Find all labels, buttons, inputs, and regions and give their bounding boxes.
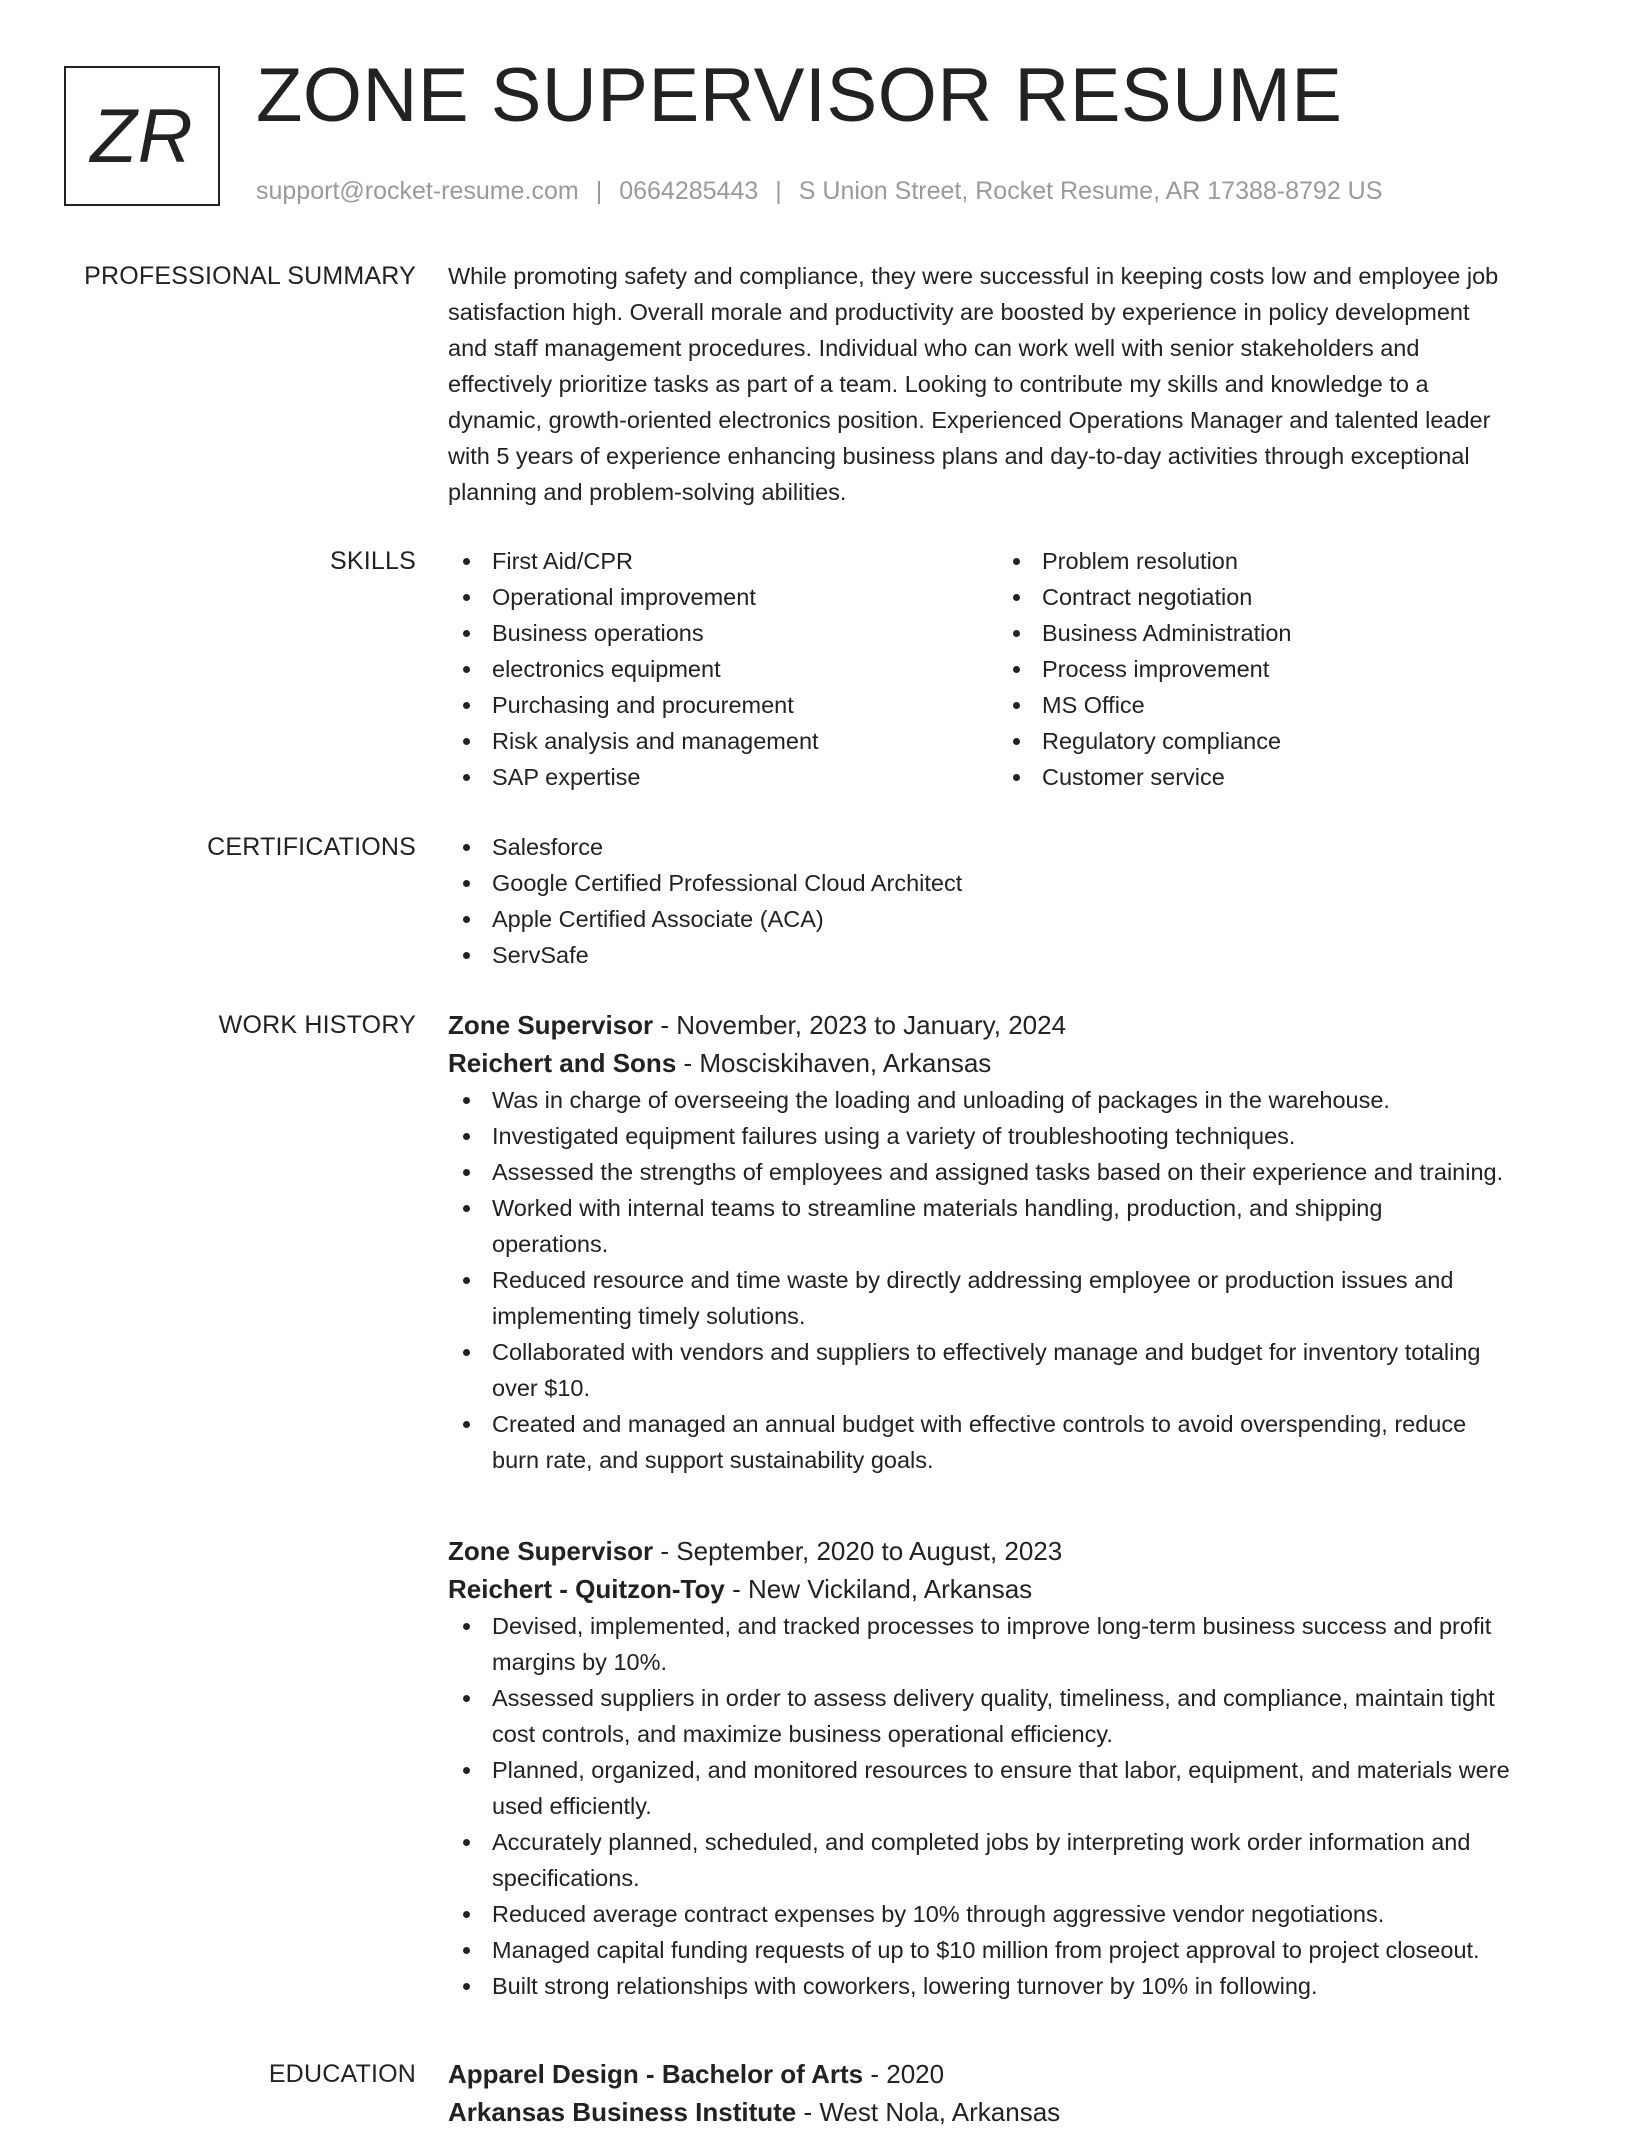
job-bullet: Devised, implemented, and tracked processes to improve long-term business success and profit margins by 10%. xyxy=(448,1608,1568,1680)
contact-phone[interactable]: 0664285443 xyxy=(619,177,759,205)
job-title-line xyxy=(448,1532,1568,1570)
section-label-certifications: CERTIFICATIONS xyxy=(207,833,416,861)
contact-line xyxy=(256,176,1382,206)
summary-line: dynamic, growth-oriented electronics position. Experienced Operations Manager and talented leader xyxy=(448,407,1491,433)
summary-text xyxy=(448,258,1568,510)
job-location: - Mosciskihaven, Arkansas xyxy=(676,1048,992,1078)
certification-item: ServSafe xyxy=(448,937,1568,973)
job-bullet: Built strong relationships with coworkers, lowering turnover by 10% in following. xyxy=(448,1968,1568,2004)
job-bullet: Was in charge of overseeing the loading and unloading of packages in the warehouse. xyxy=(448,1082,1568,1118)
section-label-summary: PROFESSIONAL SUMMARY xyxy=(84,262,416,290)
contact-separator: | xyxy=(775,177,782,205)
skill-item: Regulatory compliance xyxy=(998,723,1548,759)
education-location: - West Nola, Arkansas xyxy=(796,2097,1061,2127)
skill-item: Risk analysis and management xyxy=(448,723,998,759)
monogram-box xyxy=(64,66,220,206)
job-dates: - November, 2023 to January, 2024 xyxy=(653,1010,1067,1040)
summary-line: effectively prioritize tasks as part of a team. Looking to contribute my skills and knowledge to a xyxy=(448,371,1429,397)
skill-item: Business operations xyxy=(448,615,998,651)
summary-line: While promoting safety and compliance, they were successful in keeping costs low and employee job xyxy=(448,263,1499,289)
education-school: Arkansas Business Institute xyxy=(448,2097,797,2127)
contact-email[interactable]: support@rocket-resume.com xyxy=(256,177,579,205)
skill-item: Business Administration xyxy=(998,615,1548,651)
job-bullet: Worked with internal teams to streamline materials handling, production, and shipping operations. xyxy=(448,1190,1568,1262)
job-location: - New Vickiland, Arkansas xyxy=(724,1574,1033,1604)
section-label-education: EDUCATION xyxy=(268,2060,416,2088)
skill-item: Customer service xyxy=(998,759,1548,795)
skill-item: Process improvement xyxy=(998,651,1548,687)
section-label-work-history: WORK HISTORY xyxy=(218,1011,416,1039)
skill-item: Operational improvement xyxy=(448,579,998,615)
job-bullet: Created and managed an annual budget with effective controls to avoid overspending, reduce burn rate, and support sustainability goals. xyxy=(448,1406,1568,1478)
monogram-initials: ZR xyxy=(90,93,194,179)
job-entry xyxy=(448,1532,1568,2004)
summary-line: satisfaction high. Overall morale and productivity are boosted by experience in policy development xyxy=(448,299,1470,325)
job-bullet: Reduced resource and time waste by directly addressing employee or production issues and implementing timely solutions. xyxy=(448,1262,1568,1334)
contact-separator: | xyxy=(595,177,603,205)
job-title-line xyxy=(448,1006,1568,1044)
skill-item: SAP expertise xyxy=(448,759,998,795)
job-bullets xyxy=(448,1082,1568,1478)
job-title: Zone Supervisor xyxy=(448,1010,654,1040)
job-company-line xyxy=(448,1044,1568,1082)
job-bullet: Collaborated with vendors and suppliers to effectively manage and budget for inventory totaling over $10. xyxy=(448,1334,1568,1406)
resume-title: ZONE SUPERVISOR RESUME xyxy=(256,53,1343,138)
skill-item: MS Office xyxy=(998,687,1548,723)
skill-item: Problem resolution xyxy=(998,543,1548,579)
job-title: Zone Supervisor xyxy=(448,1536,654,1566)
job-bullet: Accurately planned, scheduled, and completed jobs by interpreting work order information and specifications. xyxy=(448,1824,1568,1896)
summary-line: planning and problem-solving abilities. xyxy=(448,479,847,505)
skills-list xyxy=(448,543,1568,795)
education-school-line xyxy=(448,2093,1568,2131)
skills-column-right xyxy=(998,543,1548,795)
certification-item: Salesforce xyxy=(448,829,1568,865)
summary-line: and staff management procedures. Individual who can work well with senior stakeholders and xyxy=(448,335,1420,361)
job-entry xyxy=(448,1006,1568,1478)
education-degree: Apparel Design - Bachelor of Arts xyxy=(448,2059,864,2089)
skill-item: Contract negotiation xyxy=(998,579,1548,615)
job-company: Reichert - Quitzon-Toy xyxy=(448,1574,725,1604)
skill-item: Purchasing and procurement xyxy=(448,687,998,723)
job-dates: - September, 2020 to August, 2023 xyxy=(653,1536,1063,1566)
contact-address: S Union Street, Rocket Resume, AR 17388-8792 US xyxy=(798,177,1383,205)
education-year: - 2020 xyxy=(863,2059,945,2089)
skills-column-left xyxy=(448,543,998,795)
skill-item: electronics equipment xyxy=(448,651,998,687)
job-company-line xyxy=(448,1570,1568,1608)
certification-item: Apple Certified Associate (ACA) xyxy=(448,901,1568,937)
certification-item: Google Certified Professional Cloud Architect xyxy=(448,865,1568,901)
job-bullet: Assessed the strengths of employees and assigned tasks based on their experience and training. xyxy=(448,1154,1568,1190)
job-bullet: Reduced average contract expenses by 10% through aggressive vendor negotiations. xyxy=(448,1896,1568,1932)
education-degree-line xyxy=(448,2055,1568,2093)
education-entry xyxy=(448,2055,1568,2131)
job-bullet: Planned, organized, and monitored resources to ensure that labor, equipment, and materials were used efficiently. xyxy=(448,1752,1568,1824)
summary-line: with 5 years of experience enhancing business plans and day-to-day activities through exceptional xyxy=(448,443,1470,469)
section-label-skills: SKILLS xyxy=(330,547,416,575)
job-bullets xyxy=(448,1608,1568,2004)
skill-item: First Aid/CPR xyxy=(448,543,998,579)
job-bullet: Investigated equipment failures using a variety of troubleshooting techniques. xyxy=(448,1118,1568,1154)
certifications-list xyxy=(448,829,1568,973)
job-bullet: Managed capital funding requests of up to $10 million from project approval to project closeout. xyxy=(448,1932,1568,1968)
job-company: Reichert and Sons xyxy=(448,1048,677,1078)
job-bullet: Assessed suppliers in order to assess delivery quality, timeliness, and compliance, maintain tight cost controls, and maximize business operational efficiency. xyxy=(448,1680,1568,1752)
